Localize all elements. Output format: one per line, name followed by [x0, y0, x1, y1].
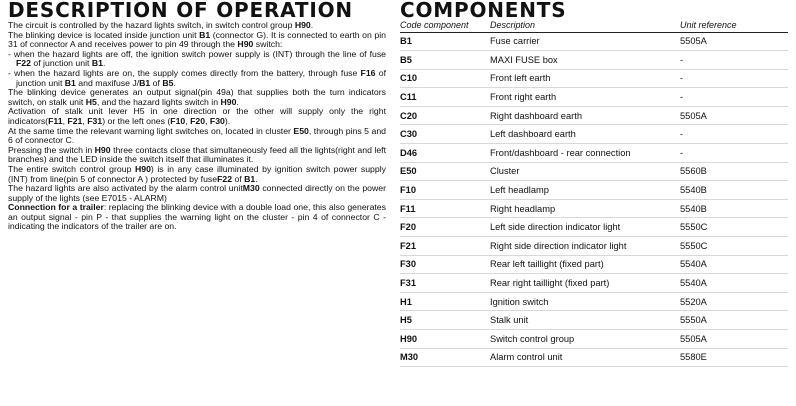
code-cell: F21	[400, 240, 417, 251]
code-cell: F11	[400, 203, 416, 214]
code-cell: B5	[400, 54, 412, 65]
component-ref: F10	[170, 115, 186, 126]
components-title: COMPONENTS	[400, 0, 567, 22]
text-run: switch:	[253, 39, 283, 50]
unit-cell: 5540A	[680, 278, 707, 289]
unit-cell: -	[680, 54, 684, 65]
description-paragraph	[8, 146, 386, 165]
component-ref: B1	[91, 58, 103, 69]
code-cell: C30	[400, 129, 418, 140]
text-run: ,	[205, 115, 210, 126]
text-run: .	[255, 173, 258, 184]
component-ref: H90	[294, 20, 311, 30]
unit-cell: 5550C	[680, 240, 708, 251]
component-ref: H90	[134, 163, 151, 174]
table-row	[400, 70, 788, 89]
description-paragraph	[8, 69, 386, 88]
description-cell: Left side direction indicator light	[490, 222, 621, 233]
description-cell: Ignition switch	[490, 296, 549, 307]
description-cell: Right side direction indicator light	[490, 240, 627, 251]
code-cell: M30	[400, 352, 419, 363]
code-cell: F10	[400, 185, 417, 196]
component-ref: F22	[16, 58, 31, 69]
description-paragraph	[8, 31, 386, 50]
code-cell: F31	[400, 278, 417, 289]
text-run: The blinking device is located inside junction unit	[8, 29, 200, 40]
header-code: Code component	[400, 20, 469, 30]
text-run: .	[310, 20, 314, 30]
description-cell: Fuse carrier	[490, 36, 540, 47]
table-row	[400, 107, 788, 126]
header-unit-reference: Unit reference	[680, 20, 737, 30]
code-cell: H5	[400, 315, 412, 326]
text-run: - when the hazard lights are on, the supply comes directly from the battery, through fuse	[8, 67, 361, 78]
component-ref: F11	[48, 115, 63, 126]
unit-cell: 5550C	[680, 222, 708, 233]
code-cell: F30	[400, 259, 417, 270]
text-run: ,	[82, 115, 88, 126]
table-row	[400, 125, 788, 144]
description-body	[8, 21, 386, 232]
component-ref: F31	[87, 115, 103, 126]
component-ref: F16	[360, 67, 376, 78]
unit-cell: -	[680, 147, 684, 158]
text-run: of junction unit	[30, 58, 92, 69]
description-paragraph	[8, 50, 386, 69]
description-cell: Left headlamp	[490, 185, 549, 196]
description-paragraph	[8, 127, 386, 146]
description-paragraph	[8, 165, 386, 184]
text-run: At the same time the relevant warning light switches on, located in cluster	[8, 125, 294, 136]
description-cell: Front right earth	[490, 92, 557, 103]
text-run: The hazard lights are also activated by the alarm control unit	[8, 183, 243, 194]
description-cell: Left dashboard earth	[490, 129, 576, 140]
text-run: : replacing the blinking device with a double load one, this also generates an output signal - pin P - that supplies the warning light on the cluster - pin 4 of connector C - indicating the indicators of the trailer are on.	[8, 202, 386, 232]
description-cell: MAXI FUSE box	[490, 54, 558, 65]
code-cell: H1	[400, 296, 412, 307]
unit-cell: 5560B	[680, 166, 707, 177]
unit-cell: 5540B	[680, 185, 707, 196]
description-cell: Front/dashboard - rear connection	[490, 147, 631, 158]
description-paragraph	[8, 184, 386, 203]
unit-cell: 5505A	[680, 333, 707, 344]
component-ref: E50	[293, 125, 309, 136]
component-ref: B1	[139, 77, 151, 88]
text-run: ) is in any case illuminated by ignition switch power supply (INT) from line(pin 5 of connector A ) protected by fuse	[8, 163, 386, 184]
description-cell: Rear left taillight (fixed part)	[490, 259, 604, 270]
text-run: ,	[62, 115, 68, 126]
table-row	[400, 88, 788, 107]
description-paragraph	[8, 203, 386, 232]
description-cell: Right dashboard earth	[490, 110, 582, 121]
table-row	[400, 33, 788, 52]
table-row	[400, 349, 788, 368]
unit-cell: 5505A	[680, 110, 707, 121]
unit-cell: 5505A	[680, 36, 707, 47]
table-row	[400, 311, 788, 330]
unit-cell: 5540B	[680, 203, 707, 214]
text-run: of	[150, 77, 163, 88]
text-run: The entire switch control group	[8, 163, 135, 174]
table-row	[400, 144, 788, 163]
description-title: DESCRIPTION OF OPERATION	[8, 0, 353, 22]
code-cell: E50	[400, 166, 417, 177]
text-run: connected directly on the power supply of the lights (see E7015 - ALARM)	[8, 183, 386, 203]
description-paragraph	[8, 88, 386, 107]
component-ref: F21	[67, 115, 83, 126]
unit-cell: 5520A	[680, 296, 707, 307]
table-row	[400, 163, 788, 182]
text-run: (connector G). It is connected to earth on pin 31 of connector A and receives power to pin 49 through the	[8, 29, 386, 50]
code-cell: B1	[400, 36, 412, 47]
description-section	[8, 0, 386, 232]
text-run: , and the hazard lights switch in	[96, 96, 221, 107]
component-ref: H90	[94, 144, 111, 155]
unit-cell: -	[680, 92, 684, 103]
component-ref: B5	[162, 77, 174, 88]
description-cell: Right headlamp	[490, 203, 556, 214]
text-run: of junction unit	[16, 67, 386, 88]
components-section	[400, 0, 788, 367]
text-run: ,	[185, 115, 191, 126]
table-row	[400, 51, 788, 70]
text-run: of	[232, 173, 245, 184]
component-ref: Connection for a trailer	[8, 202, 104, 213]
table-row	[400, 293, 788, 312]
component-ref: B1	[244, 173, 256, 184]
code-cell: D46	[400, 147, 418, 158]
component-ref: F30	[209, 115, 225, 126]
component-ref: H90	[220, 96, 237, 107]
header-description: Description	[490, 20, 536, 30]
text-run: .	[173, 77, 176, 88]
component-ref: B1	[64, 77, 76, 88]
text-run: .	[236, 96, 239, 107]
description-cell: Rear right taillight (fixed part)	[490, 278, 610, 289]
component-ref: F22	[217, 173, 233, 184]
component-ref: B1	[199, 29, 211, 40]
text-run: The blinking device generates an output signal(pin 49a) that supplies both the turn indicators switch, on stalk unit	[8, 87, 386, 107]
table-row	[400, 181, 788, 200]
text-run: Activation of stalk unit lever H5 in one direction or the other will supply only the right indicators(	[8, 106, 386, 126]
text-run: Pressing the switch in	[8, 144, 95, 155]
components-table-body	[400, 33, 788, 368]
code-cell: F20	[400, 222, 417, 233]
component-ref: M30	[242, 183, 260, 194]
code-cell: H90	[400, 333, 418, 344]
table-row	[400, 218, 788, 237]
component-ref: H5	[85, 96, 97, 107]
code-cell: C20	[400, 110, 418, 121]
text-run: , through pins 5 and 6 of connector C.	[8, 125, 386, 146]
unit-cell: 5580E	[680, 352, 707, 363]
unit-cell: 5540A	[680, 259, 707, 270]
description-cell: Stalk unit	[490, 315, 529, 326]
unit-cell: -	[680, 73, 684, 84]
table-row	[400, 256, 788, 275]
text-run: three contacts close that simultaneously feed all the lights(right and left branches) and the LED inside the switch itself that illuminates it.	[8, 144, 386, 165]
description-paragraph	[8, 107, 386, 126]
table-row	[400, 200, 788, 219]
description-cell: Cluster	[490, 166, 520, 177]
description-cell: Switch control group	[490, 333, 575, 344]
unit-cell: -	[680, 129, 684, 140]
component-ref: F20	[190, 115, 206, 126]
description-cell: Alarm control unit	[490, 352, 563, 363]
text-run: and maxifuse J/	[75, 77, 140, 88]
text-run: ).	[224, 115, 231, 126]
description-cell: Front left earth	[490, 73, 551, 84]
components-table-header	[400, 21, 788, 33]
text-run: - when the hazard lights are off, the ignition switch power supply is (INT) through the line of fuse	[8, 48, 386, 59]
table-row	[400, 237, 788, 256]
code-cell: C11	[400, 92, 417, 103]
text-run: .	[102, 58, 106, 69]
text-run: The circuit is controlled by the hazard lights switch, in switch control group	[8, 20, 295, 30]
code-cell: C10	[400, 73, 418, 84]
unit-cell: 5550A	[680, 315, 707, 326]
text-run: ) or the left ones (	[102, 115, 171, 126]
table-row	[400, 274, 788, 293]
component-ref: H90	[237, 39, 254, 50]
table-row	[400, 330, 788, 349]
